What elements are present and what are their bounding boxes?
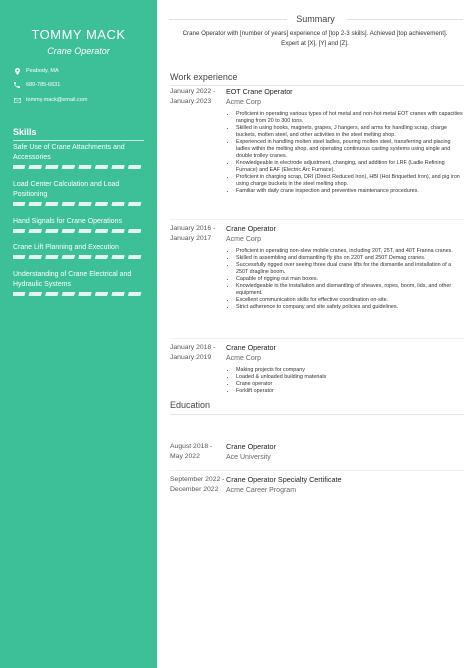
skill-level-bar [13,165,144,169]
job-bullet: • Proficient in operating various types of hot metal and non-hot metal EOT cranes with capacities ranging from 20 to 300 tons. [236,111,464,125]
job-dates: January 2016 - January 2017 [170,225,216,242]
job-company: Acme Corp [226,236,262,243]
job-dates: January 2018 - January 2019 [170,344,216,361]
skill-name: Crane Lift Planning and Execution [13,244,119,251]
job-bullets [226,111,464,195]
summary-divider-right [347,19,463,20]
sidebar [0,0,157,668]
job-body [226,343,464,395]
phone-icon [13,82,21,88]
skills-divider [13,140,144,141]
job-bullets [226,367,464,395]
job-bullet: • Knowledgeable in electrode adjustment, changing, and addition for LRF (Ladle Refining Furnace) and EAF (Electric Arc Furnace). [236,160,464,174]
job-dates: January 2022 - January 2023 [170,88,216,105]
envelope-icon [13,98,21,103]
skill-name: Hand Signals for Crane Operations [13,218,122,225]
contact-location [13,66,59,76]
skill-level-bar [13,229,144,233]
skill-level-bar [13,255,144,259]
skill-name: Safe Use of Crane Attachments and Accessories [13,144,125,161]
skill-item [13,243,145,259]
job-title: EOT Crane Operator [226,87,293,96]
education-dates: September 2022 - December 2022 [170,476,225,493]
skill-name: Understanding of Crane Electrical and Hydraulic Systems [13,271,132,288]
job-body [226,224,464,311]
job-bullets [226,248,464,311]
job-bullet: • Experienced in handling molten steel ladles, pouring molten steel, transferring and placing ladles within the melting shop, and operating continuous casting systems using single and double trolley cranes. [236,139,464,160]
skills-heading: Skills [13,127,37,137]
education-heading: Education [170,400,211,410]
main-content [157,0,474,668]
location-pin-icon [13,68,21,75]
job-bullet: • Strict adherence to company and site safety policies and guidelines. [236,304,464,311]
location-text: Peabody, MA [26,68,59,74]
education-separator [170,470,464,471]
job-title: Crane Operator [226,224,276,233]
job-bullet: • Loaded & unloaded building materials [236,374,464,381]
job-separator [170,219,464,220]
job-bullet: • Skilled in assembling and dismantling fly jibs on 220T and 250T Demag cranes. [236,255,464,262]
experience-heading: Work experience [170,72,238,82]
job-bullet: • Excellent communication skills for effective coordination on-site. [236,297,464,304]
job-company: Acme Corp [226,355,262,362]
education-divider [170,414,464,415]
job-bullet: • Skilled in using hooks, magnets, grapes, J hangers, and arms for handling scrap, charge buckets, molten steel, and other activities in the steel melting shop. [236,125,464,139]
skill-level-bar [13,292,144,296]
job-title: Crane Operator [226,343,276,352]
skill-item [13,143,145,169]
job-bullet: • Proficient in charging scrap, DRI (Direct Reduced Iron), HBI (Hot Briquetted Iron), and pig iron using charge buckets in the steel melting shop. [236,174,464,188]
education-school: Ace University [226,454,271,461]
summary-text: Crane Operator with [number of years] experience of [top 2-3 skills]. Achieved [top achievement]. Expert at [X], [Y] and [Z]. [182,30,448,47]
job-bullet: • Proficient in operating non-slew mobile cranes, including 20T, 25T, and 40T Franna cranes. [236,248,464,255]
skill-name: Load Center Calculation and Load Positioning [13,181,120,198]
education-title: Crane Operator Specialty Certificate [226,475,342,484]
candidate-role: Crane Operator [47,46,110,56]
job-bullet: • Forklift operator [236,388,464,395]
skill-item [13,270,145,296]
job-bullet: • Knowledgeable in the installation and dismantling of sheaves, ropes, boom, lids, and other equipment. [236,283,464,297]
email-link[interactable]: tommy.mack@email.com [26,97,88,103]
job-separator [170,338,464,339]
job-bullet: • Making projects for company [236,367,464,374]
education-body [226,442,464,463]
job-bullet: • Capable of rigging out man boxes. [236,276,464,283]
phone-text: 680-785-6631 [26,82,61,88]
job-bullet: • Familiar with daily crane inspection and preventive maintenance procedures. [236,188,464,195]
summary-heading: Summary [296,14,335,24]
job-company: Acme Corp [226,99,262,106]
education-body [226,475,464,496]
job-body [226,87,464,195]
education-dates: August 2018 - May 2022 [170,443,213,460]
contact-phone [13,80,60,90]
education-school: Acme Career Program [226,487,297,494]
skill-level-bar [13,202,144,206]
skill-item [13,180,145,206]
experience-divider [170,85,464,86]
job-bullet: • Crane operator [236,381,464,388]
contact-email [13,95,87,105]
education-title: Crane Operator [226,442,276,451]
job-bullet: • Successfully rigged over seeing three dual crane lifts for the dismantle and installation of a 250T dragline boom. [236,262,464,276]
skill-item [13,217,145,233]
candidate-name: TOMMY MACK [31,27,126,42]
